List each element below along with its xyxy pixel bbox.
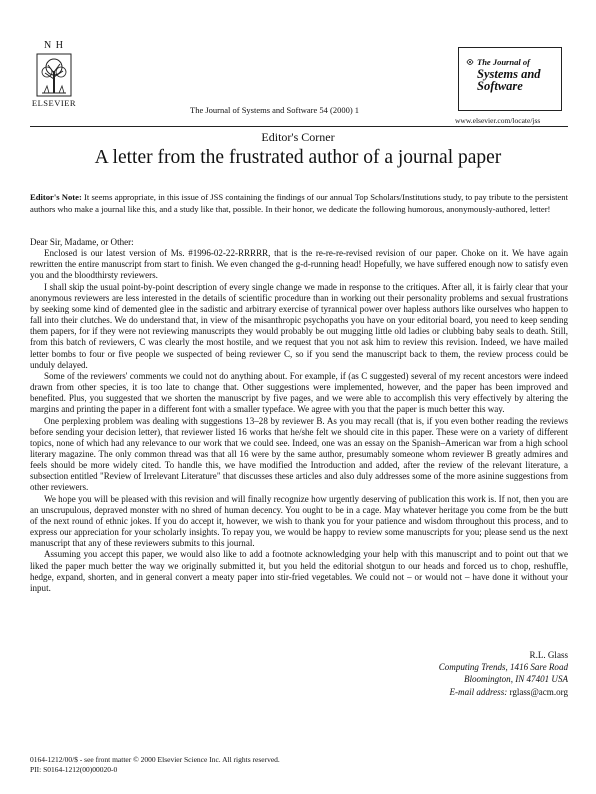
journal-title-line2: Systems and	[477, 67, 541, 81]
editors-note-label: Editor's Note:	[30, 192, 82, 202]
publisher-name: ELSEVIER	[31, 98, 77, 108]
header-divider	[30, 126, 568, 127]
journal-title-box	[458, 47, 562, 111]
journal-ornament-icon	[466, 57, 474, 67]
page-footer	[30, 755, 280, 775]
journal-title	[477, 56, 541, 92]
publisher-logo	[30, 40, 78, 108]
author-email[interactable]: rglass@acm.org	[509, 686, 568, 697]
section-label: Editor's Corner	[261, 130, 335, 144]
letter-paragraph: One perplexing problem was dealing with suggestions 13–28 by reviewer B. As you may recall (that is, if you even bother reading the reviews before sending your decision letter), that reviewer listed 16 works that he/she felt we should cite in this paper. These were on a variety of different topics, none of which had any relevance to our work that we could see. Indeed, one was an essay on the Spanish–American war from a high school literary magazine. The only common thread was that all 16 were by the same author, presumably someone whom reviewer B greatly admires and feels should be more widely cited. To handle this, we have modified the Introduction and added, after the review of the relevant literature, a subsection entitled "Review of Irrelevant Literature" that discusses these articles and also duly addresses some of the more asinine suggestions from other reviewers.	[30, 415, 568, 493]
letter-body	[30, 237, 568, 594]
author-city: Bloomington, IN 47401 USA	[463, 674, 568, 685]
editors-note-text: It seems appropriate, in this issue of JSS containing the findings of our annual Top Scholars/Institutions study, to pay tribute to the persistent authors who make a journal like this, and a study like that, possible. In their honor, we dedicate the following humorous, anonymously-authored, letter!	[30, 192, 568, 214]
copyright-line: 0164-1212/00/$ - see front matter © 2000 Elsevier Science Inc. All rights reserved.	[30, 755, 280, 764]
email-label: E-mail address:	[449, 686, 508, 697]
elsevier-tree-icon	[36, 53, 72, 97]
publisher-mark: N H	[44, 40, 64, 51]
pii-line: PII: S0164-1212(00)00020-0	[30, 765, 118, 774]
author-organization: Computing Trends, 1416 Sare Road	[438, 662, 568, 673]
letter-paragraph: Assuming you accept this paper, we would also like to add a footnote acknowledging your help with this manuscript and to point out that we liked the paper much better the way we originally submitted it, but you held the editorial shotgun to our heads and forced us to chop, reshuffle, hedge, expand, shorten, and in general convert a meaty paper into stir-fried vegetables. We could not – or would not – have done it without your input.	[30, 549, 568, 593]
journal-title-line3: Software	[477, 79, 523, 93]
article-title: A letter from the frustrated author of a journal paper	[94, 147, 502, 168]
editors-note	[30, 191, 568, 215]
letter-paragraph: We hope you will be pleased with this revision and will finally recognize how urgently deserving of publication this work is. If not, then you are an unscrupulous, depraved monster with no shred of human decency. You ought to be in a cage. May whatever heritage you come from be the butt of the next round of ethnic jokes. If you do accept it, however, we wish to thank you for your patience and wisdom throughout this process, and to express our appreciation for your scholarly insights. To repay you, we would be happy to review some manuscripts for you; please send us the next manuscript that any of these reviewers submits to this journal.	[30, 493, 568, 549]
letter-paragraph: Enclosed is our latest version of Ms. #1996-02-22-RRRRR, that is the re-re-re-revised revision of our paper. Choke on it. We have again rewritten the entire manuscript from start to finish. We even changed the g-d-running head! Hopefully, we have suffered enough now to satisfy even you and the bloodthirsty reviewers.	[30, 248, 568, 281]
letter-salutation: Dear Sir, Madame, or Other:	[30, 237, 134, 247]
author-name: R.L. Glass	[529, 650, 568, 660]
journal-title-line1: The Journal of	[477, 57, 530, 67]
letter-paragraph: I shall skip the usual point-by-point description of every single change we made in response to the critiques. After all, it is fairly clear that your anonymous reviewers are less interested in the details of scientific procedure than in working out their personality problems and sexual frustrations by seeking some kind of demented glee in the sadistic and arbitrary exercise of tyrannical power over hapless authors like ourselves who happen to fall into their clutches. We do understand that, in view of the misanthropic psychopaths you have on your editorial board, you need to keep sending them papers, for if they were not reviewing manuscripts they would probably be out mugging little old ladies or clubbing baby seals to death. Still, from this batch of reviewers, C was clearly the most hostile, and we request that you not ask him to review this revision. Indeed, we have mailed letter bombs to four or five people we suspected of being reviewer C, so if you send the manuscript back to them, the review process could be unduly delayed.	[30, 281, 568, 370]
author-email-line	[439, 686, 568, 698]
journal-url[interactable]: www.elsevier.com/locate/jss	[455, 116, 541, 125]
letter-paragraph: Some of the reviewers' comments we could not do anything about. For example, if (as C suggested) several of my recent ancestors were indeed drawn from other species, it is too late to change that. Other suggestions were implemented, however, and the paper has been improved and benefited. Plus, you suggested that we shorten the manuscript by five pages, and we were able to accomplish this very effectively by altering the margins and printing the paper in a different font with a smaller typeface. We agree with you that the paper is much better this way.	[30, 370, 568, 415]
journal-citation: The Journal of Systems and Software 54 (2000) 1	[190, 105, 360, 115]
signature-block	[439, 649, 568, 698]
